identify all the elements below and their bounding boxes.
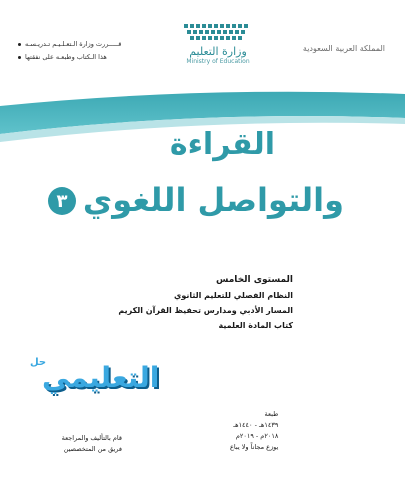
info-line: المسار الأدبي ومدارس تحفيظ القرآن الكريم [118, 306, 293, 315]
title-line-2-row [44, 180, 344, 224]
ministry-name-ar: وزارة التعليم [189, 45, 247, 58]
note-line [18, 40, 121, 48]
credit-line-2: فريق من المتخصصين [63, 445, 122, 453]
print-info [230, 410, 278, 454]
print-label: طبعة [264, 410, 279, 418]
title-line-1: القراءة [169, 127, 275, 162]
print-free: يوزع مجاناً ولا يباع [230, 443, 279, 451]
book-info [118, 275, 293, 336]
credit-line-1: قام بالتأليف والمراجعة [61, 434, 122, 442]
print-hijri: ١٤٣٩هـ - ١٤٤٠هـ [233, 421, 279, 429]
ministry-emblem-icon [178, 22, 258, 44]
ministry-logo [158, 22, 278, 65]
watermark-small: حل [30, 357, 47, 368]
title-line-2: والتواصل اللغوي [82, 181, 344, 219]
info-line: كتاب المادة العلمية [218, 321, 293, 330]
credit-info [30, 434, 122, 456]
print-gregorian: ٢٠١٨م - ٢٠١٩م [235, 432, 279, 440]
volume-badge: ٣ [48, 187, 76, 215]
level-label: المستوى الخامس [216, 275, 293, 285]
note-text: هذا الـكتاب وطبعـه على نفقتها [25, 53, 107, 61]
bullet-icon [18, 43, 21, 46]
watermark-text: التعليمي [42, 361, 160, 394]
kingdom-label: المملكة العربية السعودية [302, 44, 385, 53]
note-text: قـــــررت وزارة الـتعـلـيـم تـدريـسـه [25, 40, 122, 48]
info-line: النظام الفصلي للتعليم الثانوي [174, 291, 293, 300]
approval-notes [18, 40, 121, 66]
note-line [18, 53, 121, 61]
watermark-logo [28, 343, 158, 409]
bullet-icon [18, 56, 21, 59]
ministry-name-en: Ministry of Education [186, 58, 250, 65]
